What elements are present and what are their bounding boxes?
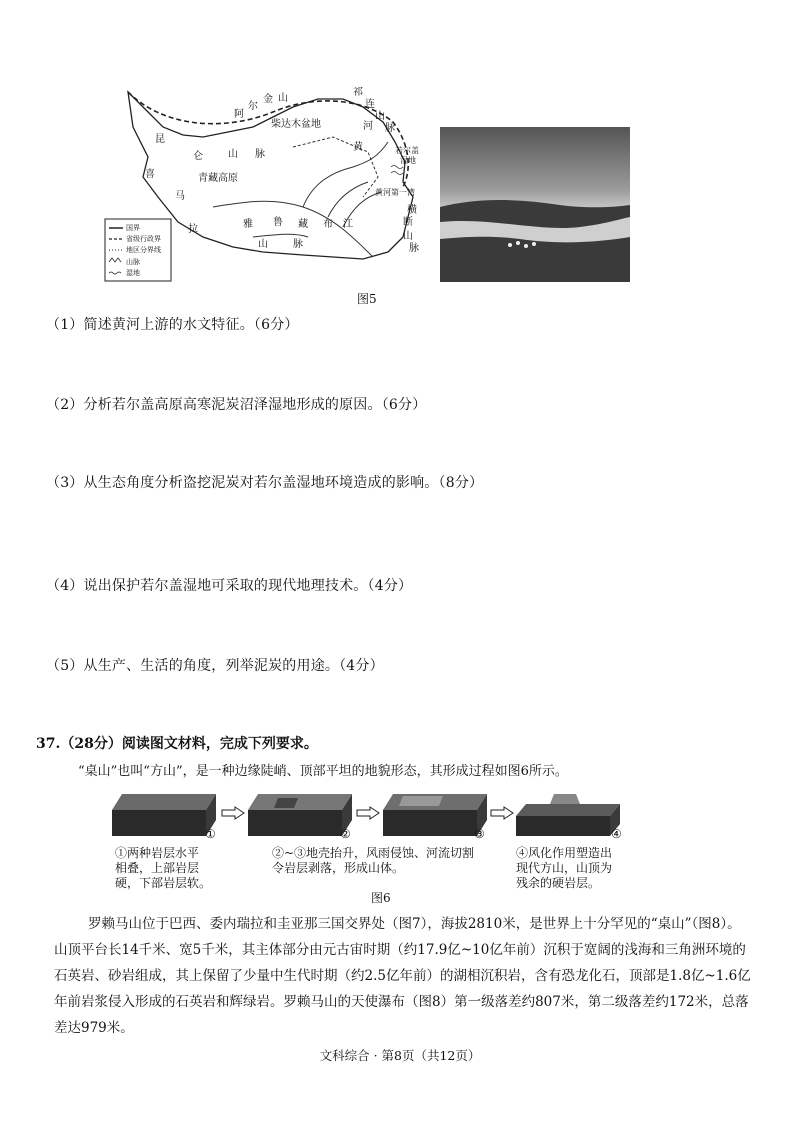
map-label: 连 xyxy=(365,99,375,110)
map-label: 雅 xyxy=(243,219,253,230)
map-label: 山 xyxy=(375,111,385,122)
step-number: ③ xyxy=(474,827,485,841)
map-label: 脉 xyxy=(255,149,265,160)
block-diagram-2 xyxy=(248,790,352,840)
arrow-icon xyxy=(490,806,514,820)
map-label: 昆 xyxy=(155,134,165,145)
question-4: （4）说出保护若尔盖湿地可采取的现代地理技术。（4分） xyxy=(46,578,413,594)
map-label: 祁 xyxy=(353,87,363,98)
map-label: 山 xyxy=(228,149,238,160)
arrow-icon xyxy=(356,806,380,820)
arrow-icon xyxy=(221,806,245,820)
step-number: ② xyxy=(340,827,351,841)
map-label: 鲁 xyxy=(273,217,283,228)
map-label: 脉 xyxy=(293,239,303,250)
roraima-paragraph: 罗赖马山位于巴西、委内瑞拉和圭亚那三国交界处（图7），海拔2810米，是世界上十分罕见的“桌山”（图8）。山顶平台长14千米、宽5千米，其主体部分由元古宙时期（约17.9亿~10亿年前）沉积于宽阔的浅海和三角洲环境的石英岩、砂岩组成，其上保留了少量中生代时期（约2.5亿年前）的湖相沉积岩，含有恐龙化石，顶部是1.8亿~1.6亿年前岩浆侵入形成的石英岩和辉绿岩。罗赖马山的天使瀑布（图8）第一级落差约807米，第二级落差约172米，总落差达979米。 xyxy=(54,916,751,1036)
block-diagram-3 xyxy=(383,790,487,840)
block-diagram-1 xyxy=(112,790,216,840)
step-description: ①两种岩层水平 相叠，上部岩层 硬，下部岩层软。 xyxy=(115,846,212,890)
step-number: ④ xyxy=(611,827,622,841)
plateau-map xyxy=(103,87,433,285)
question-5: （5）从生产、生活的角度，列举泥炭的用途。（4分） xyxy=(46,658,384,674)
block-diagram-4 xyxy=(516,790,620,840)
step-number: ① xyxy=(205,827,216,841)
figure6-caption: 图6 xyxy=(371,891,391,905)
map-label: 脉 xyxy=(409,243,419,254)
legend-label: 湿地 xyxy=(126,269,140,277)
wetland-photo xyxy=(440,127,630,282)
legend-label: 山脉 xyxy=(126,258,140,266)
map-label: 横 xyxy=(407,205,417,216)
map-label: 喜 xyxy=(145,169,155,180)
step-description: ②~③地壳抬升，风雨侵蚀、河流切割 令岩层剥落，形成山体。 xyxy=(272,846,475,875)
map-label: 金 xyxy=(263,94,273,105)
map-label: 山 xyxy=(403,231,413,242)
page-footer: 文科综合 · 第8页（共12页） xyxy=(319,1048,481,1063)
map-label: 断 xyxy=(403,217,413,228)
map-label: 藏 xyxy=(298,219,308,230)
map-label: 若尔盖 xyxy=(395,146,419,155)
question-1: （1）简述黄河上游的水文特征。（6分） xyxy=(46,317,299,333)
map-label: 江 xyxy=(343,219,353,230)
map-label: 拉 xyxy=(188,224,198,235)
map-label: 仑 xyxy=(193,151,203,162)
map-label: 湿地 xyxy=(400,156,416,165)
map-label: 河 xyxy=(363,121,373,132)
map-label: 马 xyxy=(175,191,185,202)
question-2: （2）分析若尔盖高原高寒泥炭沼泽湿地形成的原因。（6分） xyxy=(46,397,427,413)
question-3: （3）从生态角度分析盗挖泥炭对若尔盖湿地环境造成的影响。（8分） xyxy=(46,475,484,491)
map-label: 山 xyxy=(278,93,288,104)
map-label: 布 xyxy=(323,219,333,230)
map-label: 山 xyxy=(258,239,268,250)
map-label: 柴达木盆地 xyxy=(271,119,321,130)
legend-label: 地区分界线 xyxy=(126,246,161,254)
legend-label: 国界 xyxy=(126,224,140,232)
map-label: 脉 xyxy=(385,123,395,134)
step-description: ④风化作用塑造出 现代方山，山顶为 残余的硬岩层。 xyxy=(516,846,613,890)
legend-label: 省级行政界 xyxy=(126,235,161,243)
figure5-caption: 图5 xyxy=(357,292,377,306)
map-label: 青藏高原 xyxy=(198,173,238,184)
map-label: 黄 xyxy=(353,142,363,153)
map-label: 阿 xyxy=(234,109,244,120)
question-37-title: 37.（28分）阅读图文材料，完成下列要求。 xyxy=(36,736,318,752)
map-label: 尔 xyxy=(248,101,258,112)
map-label: 黄河第一湾 xyxy=(375,188,415,197)
question-37-intro: “桌山”也叫“方山”，是一种边缘陡峭、顶部平坦的地貌形态，其形成过程如图6所示。 xyxy=(78,764,568,779)
